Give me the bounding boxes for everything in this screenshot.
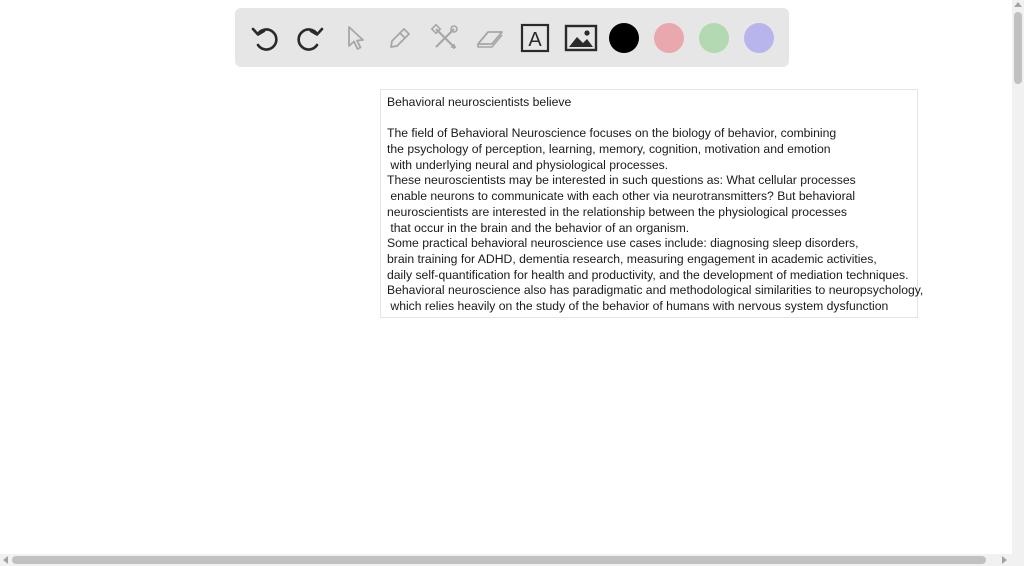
undo-icon xyxy=(249,22,281,54)
undo-button[interactable] xyxy=(249,22,281,54)
redo-button[interactable] xyxy=(294,22,326,54)
select-pointer-icon xyxy=(339,22,371,54)
text-line: enable neurons to communicate with each other via neurotransmitters? But behavioral xyxy=(387,189,856,204)
horizontal-scrollbar[interactable] xyxy=(0,554,1024,566)
text-box[interactable] xyxy=(380,89,924,318)
pen-icon xyxy=(384,22,416,54)
text-line: with underlying neural and physiological processes. xyxy=(387,157,669,172)
redo-icon xyxy=(294,22,326,54)
toolbar xyxy=(235,8,789,67)
vertical-scrollbar[interactable] xyxy=(1012,0,1024,554)
color-pink-swatch[interactable] xyxy=(654,23,684,53)
text-line xyxy=(387,111,917,127)
select-button[interactable] xyxy=(339,22,371,54)
text-line: Behavioral neuroscience also has paradigmatic and methodological similarities to neuropsychology, xyxy=(387,283,924,298)
text-line: neuroscientists are interested in the relationship between the physiological processes xyxy=(387,204,848,219)
text-line: which relies heavily on the study of the behavior of humans with nervous system dysfunction xyxy=(387,298,889,313)
text-tool-glyph: A xyxy=(528,29,542,51)
tools-icon xyxy=(429,22,461,54)
text-line: brain training for ADHD, dementia research, measuring engagement in academic activities, xyxy=(387,251,877,266)
horizontal-scroll-thumb[interactable] xyxy=(12,556,986,564)
color-black-swatch[interactable] xyxy=(609,23,639,53)
text-line: daily self-quantification for health and productivity, and the development of mediation techniques. xyxy=(387,267,909,282)
text-line: These neuroscientists may be interested in such questions as: What cellular processes xyxy=(387,173,856,188)
color-green-swatch[interactable] xyxy=(699,23,729,53)
image-tool-button[interactable] xyxy=(564,22,598,54)
vertical-scroll-thumb[interactable] xyxy=(1014,12,1022,84)
pen-button[interactable] xyxy=(384,22,416,54)
eraser-button[interactable] xyxy=(474,22,506,54)
scroll-right-arrow-icon[interactable] xyxy=(1002,556,1007,564)
text-line: the psychology of perception, learning, memory, cognition, motivation and emotion xyxy=(387,142,831,157)
color-purple-swatch[interactable] xyxy=(744,23,774,53)
scroll-left-arrow-icon[interactable] xyxy=(3,556,8,564)
image-tool-icon xyxy=(564,22,598,54)
text-tool-icon xyxy=(519,22,551,54)
text-line: that occur in the brain and the behavior of an organism. xyxy=(387,220,690,235)
tools-button[interactable] xyxy=(429,22,461,54)
text-line: The field of Behavioral Neuroscience focuses on the biology of behavior, combining xyxy=(387,126,837,141)
text-tool-button[interactable] xyxy=(519,22,551,54)
text-line: Behavioral neuroscientists believe xyxy=(387,95,572,109)
text-line: Some practical behavioral neuroscience use cases include: diagnosing sleep disorders, xyxy=(387,236,859,251)
scroll-up-arrow-icon[interactable] xyxy=(1014,2,1022,7)
eraser-icon xyxy=(474,22,506,54)
